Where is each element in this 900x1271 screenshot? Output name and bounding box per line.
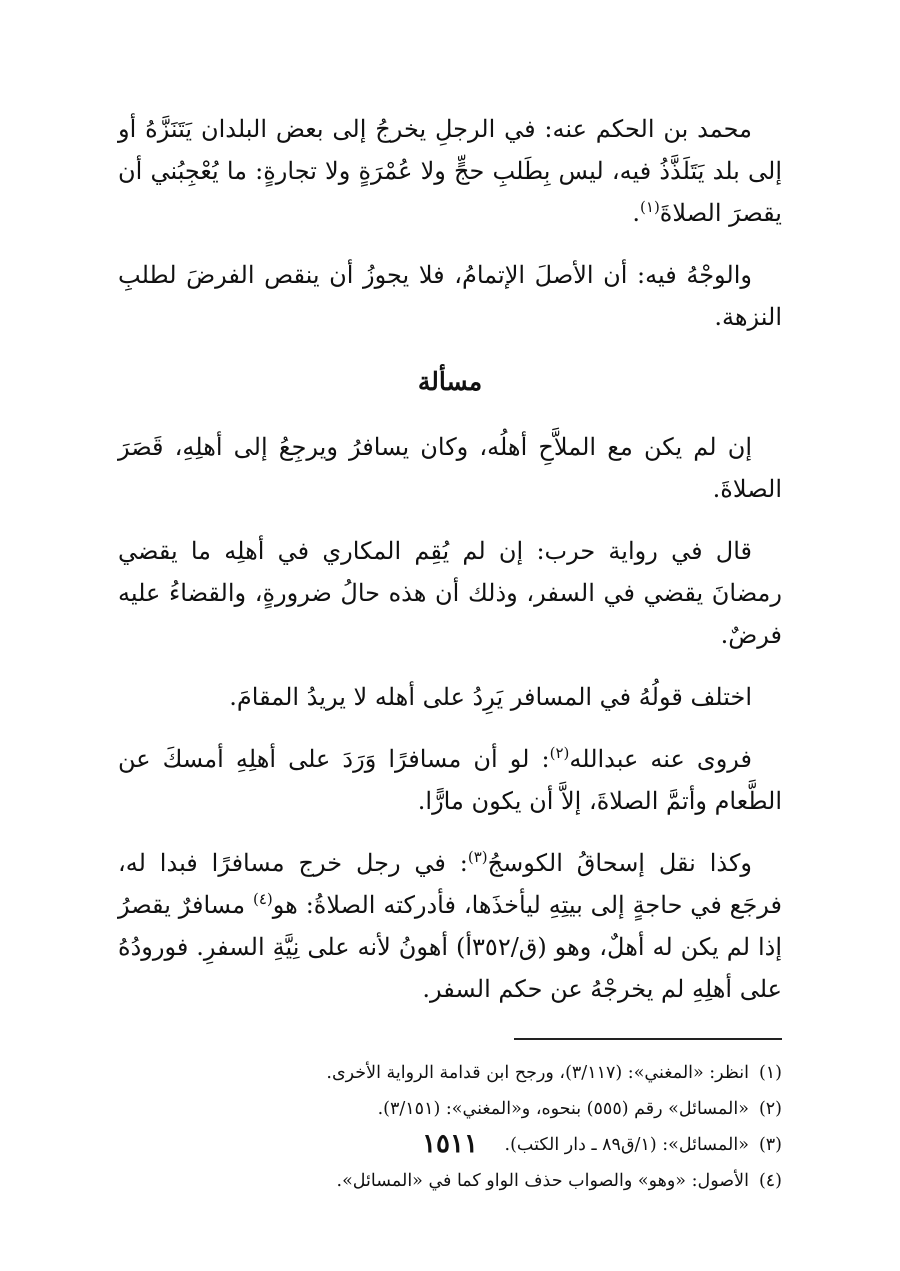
footnote-ref-1[interactable]: (١) — [640, 198, 660, 216]
footnote-ref-2[interactable]: (٢) — [549, 744, 570, 762]
paragraph-6-text-b: : لو أن مسافرًا وَرَدَ على أهلِهِ أمسكَ عن الطَّعام وأتمَّ الصلاةَ، إلاَّ أن يكون مارًّا. — [118, 745, 782, 815]
paragraph-4: قال في رواية حرب: إن لم يُقِم المكاري في أهلِه ما يقضي رمضانَ يقضي في السفر، وذلك أن هذه حالُ ضرورةٍ، والقضاءُ عليه فرضٌ. — [118, 537, 782, 649]
footnote-number: (١) — [758, 1063, 782, 1083]
section-heading: مسألة — [417, 367, 483, 396]
footnote-text: «المسائل» رقم (٥٥٥) بنحوه، و«المغني»: (٣/١٥١). — [377, 1099, 749, 1119]
paragraph-7-text-c: مسافرٌ يقصرُ إذا لم يكن له أهلٌ، وهو (ق/٣٥٢أ) أهونُ لأنه على نِيَّةِ السفرِ. فورودُهُ على أهلِهِ لم يخرجْهُ عن حكم السفر. — [118, 891, 782, 1003]
paragraph-2: والوجْهُ فيه: أن الأصلَ الإتمامُ، فلا يجوزُ أن ينقص الفرضَ لطلبِ النزهة. — [118, 261, 782, 331]
footnotes-list — [118, 1058, 782, 1196]
footnote-text: انظر: «المغني»: (٣/١١٧)، ورجح ابن قدامة الرواية الأخرى. — [326, 1063, 749, 1083]
footnote-text: «المسائل»: (١/ق٨٩ ـ دار الكتب). — [504, 1135, 749, 1155]
paragraph-5: اختلف قولُهُ في المسافر يَرِدُ على أهله لا يريدُ المقامَ. — [229, 683, 752, 711]
footnote-item — [118, 1058, 782, 1088]
footnote-divider — [514, 1038, 782, 1040]
footnote-text: الأصول: «وهو» والصواب حذف الواو كما في «المسائل». — [336, 1171, 749, 1191]
footnote-ref-3[interactable]: (٣) — [467, 848, 488, 866]
paragraph-6-text-a: فروى عنه عبدالله — [569, 745, 752, 773]
footnote-number: (٤) — [758, 1171, 782, 1191]
paragraph-1 — [118, 108, 782, 234]
paragraph-7-text-a: وكذا نقل إسحاقُ الكوسجُ — [487, 849, 753, 877]
page-number: ١٥١١ — [422, 1129, 478, 1159]
paragraph-3: إن لم يكن مع الملاَّحِ أهلُه، وكان يسافرُ ويرجِعُ إلى أهلِهِ، قَصَرَ الصلاةَ. — [118, 433, 782, 503]
footnote-item — [118, 1094, 782, 1124]
paragraph-7-text-b: : في رجل خرج مسافرًا فبدا له، فرجَع في حاجةٍ إلى بيتِهِ ليأخذَها، فأدركته الصلاةُ: هو — [118, 849, 783, 919]
footnote-number: (٣) — [758, 1135, 782, 1155]
paragraph-7 — [118, 842, 782, 1010]
footnote-ref-4[interactable]: (٤) — [252, 890, 273, 908]
footnote-number: (٢) — [758, 1099, 782, 1119]
paragraph-1-end: . — [632, 199, 641, 227]
footnote-item — [118, 1166, 782, 1196]
paragraph-1-text: محمد بن الحكم عنه: في الرجلِ يخرجُ إلى بعض البلدان يَتَنَزَّهُ أو إلى بلد يَتَلَذَّذُ فيه، ليس بِطَلبِ حجٍّ ولا عُمْرَةٍ ولا تجارةٍ: ما يُعْجِبُني أن يقصرَ الصلاةَ — [118, 115, 782, 227]
paragraph-6 — [118, 738, 782, 822]
